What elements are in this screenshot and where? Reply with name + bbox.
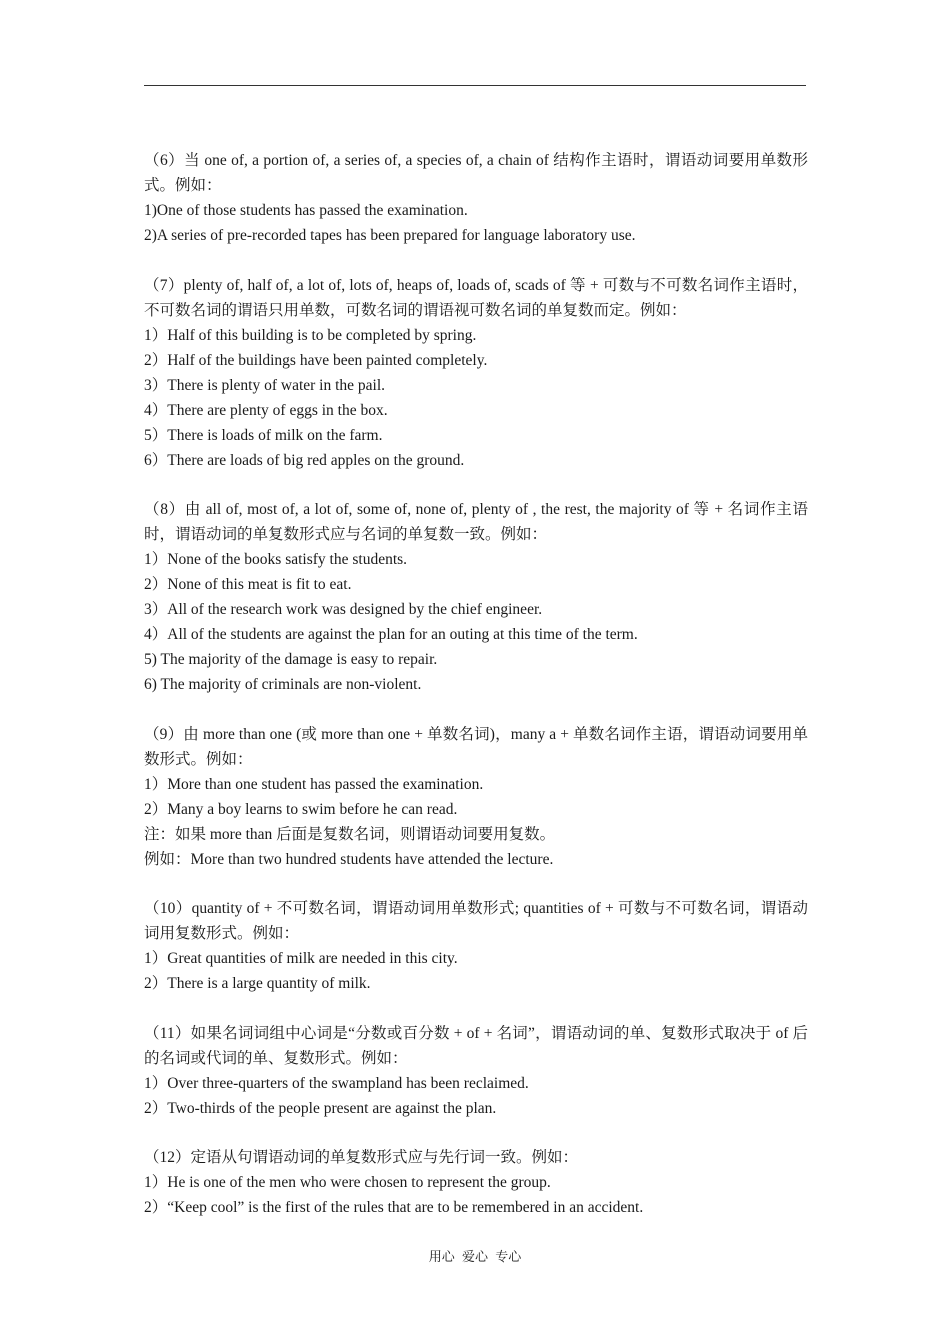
section-heading: （7）plenty of, half of, a lot of, lots of, heaps of, loads of, scads of 等 + 可数与不可数名词作主语时，不可数名词的谓语只用单数，可数名词的谓语视可数名词的单复数而定。例如： <box>144 276 808 319</box>
rule-section-8 <box>144 497 808 697</box>
example-line: 2)A series of pre-recorded tapes has been prepared for language laboratory use. <box>144 227 636 244</box>
example-line: 1)One of those students has passed the examination. <box>144 202 468 219</box>
section-heading: （9）由 more than one (或 more than one + 单数名词)，many a + 单数名词作主语，谓语动词要用单数形式。例如： <box>144 725 808 768</box>
example-line: 1）Over three-quarters of the swampland has been reclaimed. <box>144 1074 529 1092</box>
rule-section-9 <box>144 722 808 872</box>
page-footer: 用心 爱心 专心 <box>428 1249 522 1264</box>
example-line: 例如：More than two hundred students have attended the lecture. <box>144 850 554 868</box>
example-line: 3）There is plenty of water in the pail. <box>144 376 386 394</box>
example-line: 1）Great quantities of milk are needed in this city. <box>144 950 458 967</box>
example-line: 1）None of the books satisfy the students. <box>144 551 408 568</box>
document-body <box>144 148 808 1220</box>
section-heading: （11）如果名词词组中心词是“分数或百分数 + of + 名词”，谓语动词的单、复数形式取决于 of 后的名词或代词的单、复数形式。例如： <box>144 1024 808 1067</box>
header-rule <box>144 85 806 86</box>
rule-section-6 <box>144 148 808 248</box>
section-heading: （10）quantity of + 不可数名词，谓语动词用单数形式; quantities of + 可数与不可数名词，谓语动词用复数形式。例如： <box>144 900 808 942</box>
example-line: 6）There are loads of big red apples on the ground. <box>144 451 465 469</box>
rule-section-7 <box>144 273 808 473</box>
example-line: 2）There is a large quantity of milk. <box>144 975 371 992</box>
example-line: 5）There is loads of milk on the farm. <box>144 426 383 444</box>
example-line: 4）All of the students are against the plan for an outing at this time of the term. <box>144 626 638 643</box>
example-line: 2）Two-thirds of the people present are against the plan. <box>144 1099 497 1117</box>
example-line: 1）More than one student has passed the examination. <box>144 775 484 793</box>
section-heading: （12）定语从句谓语动词的单复数形式应与先行词一致。例如： <box>144 1149 579 1166</box>
rule-section-12 <box>144 1145 808 1220</box>
example-line: 2）Half of the buildings have been painted completely. <box>144 351 488 369</box>
rule-section-10 <box>144 896 808 996</box>
section-heading: （6）当 one of, a portion of, a series of, a species of, a chain of 结构作主语时，谓语动词要用单数形式。例如： <box>144 152 808 194</box>
example-line: 2）None of this meat is fit to eat. <box>144 576 352 593</box>
example-line: 1）Half of this building is to be completed by spring. <box>144 326 477 344</box>
example-line: 3）All of the research work was designed by the chief engineer. <box>144 601 543 618</box>
section-heading: （8）由 all of, most of, a lot of, some of, none of, plenty of , the rest, the majority of 等 + 名词作主语时，谓语动词的单复数形式应与名词的单复数一致。例如： <box>144 501 808 543</box>
rule-section-11 <box>144 1021 808 1121</box>
note-line: 注：如果 more than 后面是复数名词，则谓语动词要用复数。 <box>144 825 556 843</box>
example-line: 2）“Keep cool” is the first of the rules that are to be remembered in an accident. <box>144 1199 644 1216</box>
example-line: 5) The majority of the damage is easy to repair. <box>144 651 438 668</box>
example-line: 4）There are plenty of eggs in the box. <box>144 401 388 419</box>
example-line: 2）Many a boy learns to swim before he can read. <box>144 800 458 818</box>
example-line: 1）He is one of the men who were chosen to represent the group. <box>144 1174 551 1191</box>
example-line: 6) The majority of criminals are non-violent. <box>144 676 422 693</box>
